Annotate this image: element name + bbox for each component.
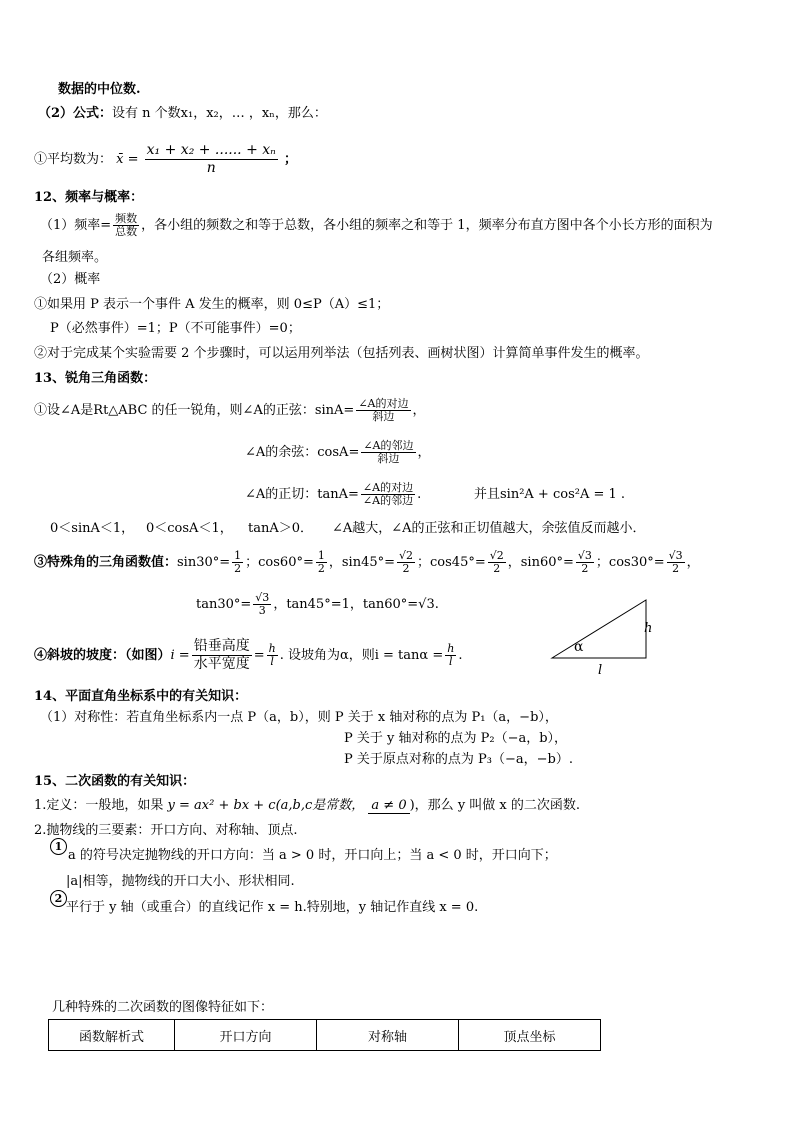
sine-post: ，	[412, 403, 426, 418]
quadratic-table	[48, 1019, 601, 1051]
mean-tail: ；	[283, 152, 297, 167]
slope-line	[34, 634, 462, 678]
tangent-num: ∠A的对边	[362, 481, 414, 494]
sin60-label: ，sin60°=	[507, 555, 574, 570]
special-title: ③特殊角的三角函数值：	[34, 555, 178, 570]
probability-line-1: ①如果用 P 表示一个事件 A 发生的概率，则 0≤P（A）≤1；	[34, 297, 390, 312]
probability-line-3: ②对于完成某个实验需要 2 个步骤时，可以运用列举法（包括列表、画树状图）计算简单事件发生的概率。	[34, 346, 649, 361]
slope-den: 水平宽度	[193, 656, 250, 672]
cos60-value	[316, 550, 327, 575]
sin45-den: 2	[402, 562, 410, 575]
sin60-num: √3	[577, 549, 592, 562]
frequency-fraction	[113, 213, 139, 238]
slope-ratio-2-num: h	[447, 642, 455, 655]
cosine-line	[245, 438, 431, 468]
tan30-value	[253, 592, 271, 617]
section-14-title: 14、平面直角坐标系中的有关知识：	[34, 689, 248, 704]
tan30-num: √3	[255, 591, 270, 604]
definition-condition: a ≠ 0	[368, 798, 409, 814]
tan30-label: tan30°=	[196, 597, 252, 612]
monotonic-note: ∠A越大，∠A的正弦和正切值越大，余弦值反而越小．	[332, 521, 646, 536]
sin45-num: √2	[399, 549, 414, 562]
sine-line	[34, 396, 426, 426]
slope-post: . 设坡角为α，则i = tanα =	[279, 648, 444, 663]
table-caption: 几种特殊的二次函数的图像特征如下：	[52, 1000, 274, 1015]
tangent-pre: ∠A的正切：tanA=	[245, 487, 359, 502]
tangent-den: ∠A的邻边	[362, 494, 414, 507]
frequency-post: ，各小组的频数之和等于总数，各小组的频率之和等于 1，频率分布直方图中各个小长方形的面积为	[141, 218, 713, 233]
special-values-line	[34, 548, 700, 578]
slope-length-label: l	[598, 663, 603, 676]
sin30-den: 2	[234, 562, 242, 575]
cosine-num: ∠A的邻边	[363, 439, 414, 452]
symmetry-line-3: P 关于原点对称的点为 P₃（−a，−b）.	[344, 752, 573, 767]
section-12-title: 12、频率与概率：	[34, 190, 144, 205]
mean-fraction	[145, 142, 278, 177]
slope-fraction	[192, 638, 252, 673]
formula-head: （2）公式：	[38, 106, 113, 121]
quadratic-definition	[34, 798, 580, 814]
cos30-label: ；cos30°=	[595, 555, 665, 570]
cos45-den: 2	[493, 562, 501, 575]
cos30-num: √3	[668, 549, 683, 562]
frequency-line-2: 各组频率。	[42, 250, 108, 265]
slope-ratio-2	[445, 643, 456, 668]
cos30-value	[667, 550, 685, 575]
cos30-den: 2	[672, 562, 680, 575]
table-header-row	[49, 1020, 601, 1051]
tan60-value: √3	[418, 597, 435, 612]
sin45-label: ，sin45°=	[328, 555, 396, 570]
sin30-num: 1	[234, 549, 242, 562]
header-opening: 开口方向	[175, 1020, 317, 1051]
tangent-range: tanA＞0．	[248, 521, 314, 536]
slope-triangle	[552, 600, 646, 658]
slope-ratio-den: l	[270, 655, 274, 668]
cos45-label: ；cos45°=	[417, 555, 486, 570]
sin60-den: 2	[581, 562, 589, 575]
slope-num: 铅垂高度	[193, 638, 250, 654]
tan45-tan60-label: ，tan45°=1，tan60°=	[273, 597, 419, 612]
slope-ratio-2-den: l	[449, 655, 453, 668]
slope-ratio-num: h	[268, 642, 276, 655]
abs-a-line: |a|相等，抛物线的开口大小、形状相同.	[66, 874, 295, 889]
cos60-num: 1	[317, 549, 325, 562]
cosine-post: ，	[417, 445, 431, 460]
tangent-fraction	[361, 482, 415, 507]
sine-den: 斜边	[372, 410, 395, 423]
tan30-den: 3	[258, 604, 266, 617]
mean-numerator: x₁ + x₂ + ...... + xₙ	[146, 142, 276, 158]
tan-end: .	[434, 597, 439, 612]
circle-2	[50, 890, 67, 907]
formula-rest: 设有 n 个数x₁，x₂，… ，xₙ，那么：	[112, 106, 327, 121]
special-end-comma: ，	[686, 555, 700, 570]
circle-number-1: 1	[50, 838, 67, 855]
trig-identity: 并且sin²A + cos²A = 1 .	[474, 487, 626, 502]
sin60-value	[576, 550, 594, 575]
mean-denominator: n	[206, 160, 216, 176]
sin45-value	[397, 550, 415, 575]
symmetry-line-2: P 关于 y 轴对称的点为 P₂（−a，b），	[344, 731, 568, 746]
cos60-label: ；cos60°=	[245, 555, 314, 570]
cosine-range: 0＜cosA＜1，	[146, 521, 233, 536]
tan-values-line	[196, 590, 439, 620]
cosine-fraction	[361, 440, 415, 465]
sin30-value	[232, 550, 243, 575]
circle-1	[50, 838, 67, 855]
frequency-pre: （1）频率=	[40, 218, 112, 233]
median-line: 数据的中位数.	[58, 82, 141, 97]
frequency-den: 总数	[115, 225, 138, 238]
tangent-line	[245, 480, 421, 510]
sine-pre: ①设∠A是Rt△ABC 的任一锐角，则∠A的正弦：sinA=	[34, 403, 355, 418]
cosine-pre: ∠A的余弦：cosA=	[245, 445, 360, 460]
cos45-num: √2	[489, 549, 504, 562]
slope-end: .	[458, 648, 463, 663]
sine-fraction	[356, 398, 410, 423]
slope-angle-label: α	[574, 639, 584, 655]
header-vertex: 顶点坐标	[459, 1020, 601, 1051]
sine-range: 0＜sinA＜1，	[50, 521, 135, 536]
circle-number-2: 2	[50, 890, 67, 907]
slope-triangle-figure	[548, 596, 658, 676]
slope-i: i =	[170, 648, 190, 663]
header-axis: 对称轴	[317, 1020, 459, 1051]
mean-lhs: x̄ =	[116, 152, 139, 167]
parallel-line: 平行于 y 轴（或重合）的直线记作 x = h.特别地，y 轴记作直线 x = 0.	[66, 900, 479, 915]
cos60-den: 2	[317, 562, 325, 575]
header-function: 函数解析式	[49, 1020, 175, 1051]
formula-line	[38, 106, 327, 122]
definition-pre: 1.定义：一般地，如果	[34, 798, 164, 813]
slope-ratio	[267, 643, 278, 668]
cosine-den: 斜边	[377, 452, 400, 465]
definition-post: )，那么 y 叫做 x 的二次函数.	[409, 798, 581, 813]
opening-direction: a 的符号决定抛物线的开口方向：当 a > 0 时，开口向上；当 a < 0 时，开口向下；	[68, 848, 557, 863]
definition-equation: y = ax² + bx + c(a,b,c是常数，	[167, 798, 365, 813]
section-15-title: 15、二次函数的有关知识：	[34, 774, 196, 789]
probability-heading: （2）概率	[40, 272, 101, 287]
frequency-num: 频数	[115, 212, 138, 225]
tangent-post: .	[417, 487, 422, 502]
probability-line-2: P（必然事件）=1；P（不可能事件）=0；	[50, 321, 301, 336]
mean-formula	[34, 140, 297, 180]
slope-title: ④斜坡的坡度：（如图）	[34, 648, 171, 663]
three-elements: 2.抛物线的三要素：开口方向、对称轴、顶点.	[34, 823, 298, 838]
section-13-title: 13、锐角三角函数：	[34, 371, 157, 386]
mean-label: ①平均数为：	[34, 152, 113, 167]
cos45-value	[488, 550, 506, 575]
slope-eq: =	[253, 648, 265, 663]
symmetry-line-1: （1）对称性：若直角坐标系内一点 P（a，b），则 P 关于 x 轴对称的点为 P₁（a，−b），	[40, 710, 558, 725]
slope-height-label: h	[644, 621, 653, 636]
frequency-line	[40, 212, 713, 240]
sin30-label: sin30°=	[177, 555, 231, 570]
sine-num: ∠A的对边	[358, 397, 409, 410]
